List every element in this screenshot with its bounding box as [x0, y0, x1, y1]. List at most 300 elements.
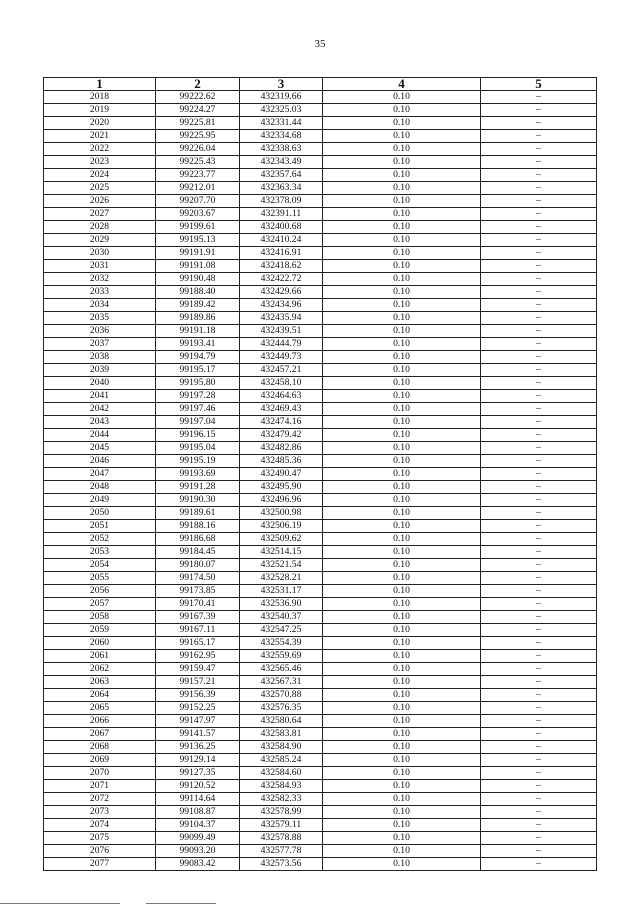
- x-coordinate-cell: 99188.16: [156, 520, 240, 533]
- accuracy-cell: 0.10: [323, 416, 481, 429]
- point-number-cell: 2046: [44, 455, 156, 468]
- note-cell: –: [481, 546, 597, 559]
- point-number-cell: 2034: [44, 299, 156, 312]
- accuracy-cell: 0.10: [323, 715, 481, 728]
- point-number-cell: 2067: [44, 728, 156, 741]
- accuracy-cell: 0.10: [323, 845, 481, 858]
- accuracy-cell: 0.10: [323, 130, 481, 143]
- x-coordinate-cell: 99173.85: [156, 585, 240, 598]
- note-cell: –: [481, 741, 597, 754]
- note-cell: –: [481, 598, 597, 611]
- y-coordinate-cell: 432506.19: [240, 520, 323, 533]
- note-cell: –: [481, 793, 597, 806]
- y-coordinate-cell: 432567.31: [240, 676, 323, 689]
- table-row: [44, 598, 597, 611]
- accuracy-cell: 0.10: [323, 117, 481, 130]
- y-coordinate-cell: 432357.64: [240, 169, 323, 182]
- y-coordinate-cell: 432576.35: [240, 702, 323, 715]
- point-number-cell: 2036: [44, 325, 156, 338]
- x-coordinate-cell: 99197.46: [156, 403, 240, 416]
- y-coordinate-cell: 432496.96: [240, 494, 323, 507]
- note-cell: –: [481, 416, 597, 429]
- point-number-cell: 2049: [44, 494, 156, 507]
- x-coordinate-cell: 99174.50: [156, 572, 240, 585]
- x-coordinate-cell: 99104.37: [156, 819, 240, 832]
- note-cell: –: [481, 403, 597, 416]
- table-row: [44, 637, 597, 650]
- table-row: [44, 351, 597, 364]
- table-row: [44, 715, 597, 728]
- note-cell: –: [481, 130, 597, 143]
- accuracy-cell: 0.10: [323, 793, 481, 806]
- accuracy-cell: 0.10: [323, 299, 481, 312]
- accuracy-cell: 0.10: [323, 351, 481, 364]
- x-coordinate-cell: 99180.07: [156, 559, 240, 572]
- table-row: [44, 325, 597, 338]
- x-coordinate-cell: 99186.68: [156, 533, 240, 546]
- x-coordinate-cell: 99170.41: [156, 598, 240, 611]
- table-row: [44, 455, 597, 468]
- table-row: [44, 806, 597, 819]
- x-coordinate-cell: 99114.64: [156, 793, 240, 806]
- table-row: [44, 754, 597, 767]
- table-row: [44, 689, 597, 702]
- x-coordinate-cell: 99129.14: [156, 754, 240, 767]
- note-cell: –: [481, 481, 597, 494]
- table-row: [44, 91, 597, 104]
- point-number-cell: 2068: [44, 741, 156, 754]
- y-coordinate-cell: 432540.37: [240, 611, 323, 624]
- note-cell: –: [481, 533, 597, 546]
- point-number-cell: 2071: [44, 780, 156, 793]
- x-coordinate-cell: 99191.91: [156, 247, 240, 260]
- table-row: [44, 234, 597, 247]
- table-header: [44, 78, 597, 91]
- accuracy-cell: 0.10: [323, 819, 481, 832]
- column-header: 1: [44, 78, 156, 91]
- table-row: [44, 624, 597, 637]
- note-cell: –: [481, 650, 597, 663]
- accuracy-cell: 0.10: [323, 637, 481, 650]
- accuracy-cell: 0.10: [323, 143, 481, 156]
- x-coordinate-cell: 99167.39: [156, 611, 240, 624]
- point-number-cell: 2053: [44, 546, 156, 559]
- note-cell: –: [481, 312, 597, 325]
- accuracy-cell: 0.10: [323, 182, 481, 195]
- x-coordinate-cell: 99188.40: [156, 286, 240, 299]
- y-coordinate-cell: 432509.62: [240, 533, 323, 546]
- y-coordinate-cell: 432536.90: [240, 598, 323, 611]
- x-coordinate-cell: 99207.70: [156, 195, 240, 208]
- point-number-cell: 2059: [44, 624, 156, 637]
- column-header: 5: [481, 78, 597, 91]
- x-coordinate-cell: 99225.81: [156, 117, 240, 130]
- note-cell: –: [481, 520, 597, 533]
- table-row: [44, 221, 597, 234]
- table-row: [44, 520, 597, 533]
- accuracy-cell: 0.10: [323, 455, 481, 468]
- y-coordinate-cell: 432531.17: [240, 585, 323, 598]
- note-cell: –: [481, 260, 597, 273]
- table-row: [44, 130, 597, 143]
- y-coordinate-cell: 432485.36: [240, 455, 323, 468]
- table-row: [44, 299, 597, 312]
- y-coordinate-cell: 432363.34: [240, 182, 323, 195]
- table-row: [44, 403, 597, 416]
- x-coordinate-cell: 99225.43: [156, 156, 240, 169]
- accuracy-cell: 0.10: [323, 676, 481, 689]
- y-coordinate-cell: 432578.88: [240, 832, 323, 845]
- note-cell: –: [481, 455, 597, 468]
- y-coordinate-cell: 432490.47: [240, 468, 323, 481]
- point-number-cell: 2070: [44, 767, 156, 780]
- point-number-cell: 2055: [44, 572, 156, 585]
- x-coordinate-cell: 99224.27: [156, 104, 240, 117]
- y-coordinate-cell: 432458.10: [240, 377, 323, 390]
- y-coordinate-cell: 432565.46: [240, 663, 323, 676]
- y-coordinate-cell: 432449.73: [240, 351, 323, 364]
- accuracy-cell: 0.10: [323, 429, 481, 442]
- y-coordinate-cell: 432521.54: [240, 559, 323, 572]
- accuracy-cell: 0.10: [323, 234, 481, 247]
- y-coordinate-cell: 432528.21: [240, 572, 323, 585]
- accuracy-cell: 0.10: [323, 442, 481, 455]
- x-coordinate-cell: 99225.95: [156, 130, 240, 143]
- table-row: [44, 663, 597, 676]
- y-coordinate-cell: 432325.03: [240, 104, 323, 117]
- table-row: [44, 286, 597, 299]
- table-row: [44, 208, 597, 221]
- note-cell: –: [481, 91, 597, 104]
- point-number-cell: 2044: [44, 429, 156, 442]
- point-number-cell: 2073: [44, 806, 156, 819]
- y-coordinate-cell: 432331.44: [240, 117, 323, 130]
- table-row: [44, 195, 597, 208]
- table-row: [44, 429, 597, 442]
- table-row: [44, 169, 597, 182]
- y-coordinate-cell: 432457.21: [240, 364, 323, 377]
- x-coordinate-cell: 99193.41: [156, 338, 240, 351]
- point-number-cell: 2040: [44, 377, 156, 390]
- x-coordinate-cell: 99191.18: [156, 325, 240, 338]
- accuracy-cell: 0.10: [323, 208, 481, 221]
- table-row: [44, 442, 597, 455]
- note-cell: –: [481, 468, 597, 481]
- point-number-cell: 2023: [44, 156, 156, 169]
- note-cell: –: [481, 299, 597, 312]
- accuracy-cell: 0.10: [323, 507, 481, 520]
- y-coordinate-cell: 432570.88: [240, 689, 323, 702]
- y-coordinate-cell: 432439.51: [240, 325, 323, 338]
- accuracy-cell: 0.10: [323, 559, 481, 572]
- table-row: [44, 338, 597, 351]
- y-coordinate-cell: 432391.11: [240, 208, 323, 221]
- y-coordinate-cell: 432580.64: [240, 715, 323, 728]
- note-cell: –: [481, 247, 597, 260]
- point-number-cell: 2069: [44, 754, 156, 767]
- y-coordinate-cell: 432418.62: [240, 260, 323, 273]
- x-coordinate-cell: 99165.17: [156, 637, 240, 650]
- point-number-cell: 2033: [44, 286, 156, 299]
- accuracy-cell: 0.10: [323, 364, 481, 377]
- point-number-cell: 2024: [44, 169, 156, 182]
- note-cell: –: [481, 325, 597, 338]
- point-number-cell: 2031: [44, 260, 156, 273]
- accuracy-cell: 0.10: [323, 104, 481, 117]
- y-coordinate-cell: 432584.90: [240, 741, 323, 754]
- point-number-cell: 2074: [44, 819, 156, 832]
- table-row: [44, 793, 597, 806]
- point-number-cell: 2045: [44, 442, 156, 455]
- note-cell: –: [481, 676, 597, 689]
- x-coordinate-cell: 99127.35: [156, 767, 240, 780]
- table-row: [44, 676, 597, 689]
- note-cell: –: [481, 208, 597, 221]
- x-coordinate-cell: 99093.20: [156, 845, 240, 858]
- note-cell: –: [481, 780, 597, 793]
- note-cell: –: [481, 832, 597, 845]
- y-coordinate-cell: 432495.90: [240, 481, 323, 494]
- table-row: [44, 377, 597, 390]
- x-coordinate-cell: 99193.69: [156, 468, 240, 481]
- note-cell: –: [481, 104, 597, 117]
- point-number-cell: 2042: [44, 403, 156, 416]
- x-coordinate-cell: 99152.25: [156, 702, 240, 715]
- table-row: [44, 364, 597, 377]
- point-number-cell: 2041: [44, 390, 156, 403]
- note-cell: –: [481, 858, 597, 871]
- note-cell: –: [481, 637, 597, 650]
- note-cell: –: [481, 364, 597, 377]
- x-coordinate-cell: 99157.21: [156, 676, 240, 689]
- y-coordinate-cell: 432474.16: [240, 416, 323, 429]
- point-number-cell: 2077: [44, 858, 156, 871]
- x-coordinate-cell: 99212.01: [156, 182, 240, 195]
- note-cell: –: [481, 754, 597, 767]
- table-row: [44, 312, 597, 325]
- table-row: [44, 559, 597, 572]
- x-coordinate-cell: 99108.87: [156, 806, 240, 819]
- note-cell: –: [481, 117, 597, 130]
- y-coordinate-cell: 432582.33: [240, 793, 323, 806]
- point-number-cell: 2019: [44, 104, 156, 117]
- accuracy-cell: 0.10: [323, 832, 481, 845]
- point-number-cell: 2058: [44, 611, 156, 624]
- table-row: [44, 702, 597, 715]
- accuracy-cell: 0.10: [323, 273, 481, 286]
- accuracy-cell: 0.10: [323, 611, 481, 624]
- note-cell: –: [481, 429, 597, 442]
- accuracy-cell: 0.10: [323, 858, 481, 871]
- table-row: [44, 728, 597, 741]
- accuracy-cell: 0.10: [323, 650, 481, 663]
- accuracy-cell: 0.10: [323, 598, 481, 611]
- x-coordinate-cell: 99159.47: [156, 663, 240, 676]
- point-number-cell: 2021: [44, 130, 156, 143]
- accuracy-cell: 0.10: [323, 247, 481, 260]
- accuracy-cell: 0.10: [323, 325, 481, 338]
- table-row: [44, 468, 597, 481]
- y-coordinate-cell: 432514.15: [240, 546, 323, 559]
- note-cell: –: [481, 715, 597, 728]
- table-row: [44, 611, 597, 624]
- accuracy-cell: 0.10: [323, 260, 481, 273]
- accuracy-cell: 0.10: [323, 780, 481, 793]
- y-coordinate-cell: 432584.93: [240, 780, 323, 793]
- x-coordinate-cell: 99189.61: [156, 507, 240, 520]
- note-cell: –: [481, 624, 597, 637]
- x-coordinate-cell: 99189.42: [156, 299, 240, 312]
- table-row: [44, 741, 597, 754]
- x-coordinate-cell: 99147.97: [156, 715, 240, 728]
- y-coordinate-cell: 432444.79: [240, 338, 323, 351]
- x-coordinate-cell: 99120.52: [156, 780, 240, 793]
- x-coordinate-cell: 99136.25: [156, 741, 240, 754]
- y-coordinate-cell: 432464.63: [240, 390, 323, 403]
- point-number-cell: 2051: [44, 520, 156, 533]
- accuracy-cell: 0.10: [323, 481, 481, 494]
- x-coordinate-cell: 99195.13: [156, 234, 240, 247]
- point-number-cell: 2061: [44, 650, 156, 663]
- accuracy-cell: 0.10: [323, 520, 481, 533]
- table-row: [44, 494, 597, 507]
- note-cell: –: [481, 702, 597, 715]
- accuracy-cell: 0.10: [323, 741, 481, 754]
- note-cell: –: [481, 507, 597, 520]
- point-number-cell: 2039: [44, 364, 156, 377]
- y-coordinate-cell: 432378.09: [240, 195, 323, 208]
- note-cell: –: [481, 572, 597, 585]
- table-row: [44, 832, 597, 845]
- y-coordinate-cell: 432482.86: [240, 442, 323, 455]
- y-coordinate-cell: 432435.94: [240, 312, 323, 325]
- y-coordinate-cell: 432585.24: [240, 754, 323, 767]
- point-number-cell: 2052: [44, 533, 156, 546]
- note-cell: –: [481, 845, 597, 858]
- point-number-cell: 2076: [44, 845, 156, 858]
- x-coordinate-cell: 99226.04: [156, 143, 240, 156]
- point-number-cell: 2027: [44, 208, 156, 221]
- y-coordinate-cell: 432469.43: [240, 403, 323, 416]
- y-coordinate-cell: 432422.72: [240, 273, 323, 286]
- table-row: [44, 819, 597, 832]
- accuracy-cell: 0.10: [323, 195, 481, 208]
- x-coordinate-cell: 99191.28: [156, 481, 240, 494]
- x-coordinate-cell: 99195.17: [156, 364, 240, 377]
- accuracy-cell: 0.10: [323, 377, 481, 390]
- table-row: [44, 650, 597, 663]
- note-cell: –: [481, 182, 597, 195]
- x-coordinate-cell: 99195.04: [156, 442, 240, 455]
- point-number-cell: 2018: [44, 91, 156, 104]
- point-number-cell: 2026: [44, 195, 156, 208]
- table-row: [44, 156, 597, 169]
- point-number-cell: 2072: [44, 793, 156, 806]
- accuracy-cell: 0.10: [323, 767, 481, 780]
- x-coordinate-cell: 99099.49: [156, 832, 240, 845]
- point-number-cell: 2057: [44, 598, 156, 611]
- accuracy-cell: 0.10: [323, 221, 481, 234]
- note-cell: –: [481, 559, 597, 572]
- table-body: [44, 91, 597, 871]
- note-cell: –: [481, 390, 597, 403]
- point-number-cell: 2064: [44, 689, 156, 702]
- note-cell: –: [481, 234, 597, 247]
- y-coordinate-cell: 432578.99: [240, 806, 323, 819]
- y-coordinate-cell: 432410.24: [240, 234, 323, 247]
- y-coordinate-cell: 432559.69: [240, 650, 323, 663]
- point-number-cell: 2050: [44, 507, 156, 520]
- note-cell: –: [481, 221, 597, 234]
- x-coordinate-cell: 99190.48: [156, 273, 240, 286]
- point-number-cell: 2056: [44, 585, 156, 598]
- x-coordinate-cell: 99197.28: [156, 390, 240, 403]
- point-number-cell: 2028: [44, 221, 156, 234]
- x-coordinate-cell: 99222.62: [156, 91, 240, 104]
- point-number-cell: 2020: [44, 117, 156, 130]
- x-coordinate-cell: 99196.15: [156, 429, 240, 442]
- table-row: [44, 390, 597, 403]
- point-number-cell: 2038: [44, 351, 156, 364]
- column-header: 3: [240, 78, 323, 91]
- note-cell: –: [481, 494, 597, 507]
- x-coordinate-cell: 99141.57: [156, 728, 240, 741]
- note-cell: –: [481, 728, 597, 741]
- y-coordinate-cell: 432547.25: [240, 624, 323, 637]
- note-cell: –: [481, 819, 597, 832]
- x-coordinate-cell: 99199.61: [156, 221, 240, 234]
- accuracy-cell: 0.10: [323, 663, 481, 676]
- point-number-cell: 2048: [44, 481, 156, 494]
- y-coordinate-cell: 432573.56: [240, 858, 323, 871]
- note-cell: –: [481, 338, 597, 351]
- y-coordinate-cell: 432319.66: [240, 91, 323, 104]
- page-number: 35: [314, 38, 326, 50]
- y-coordinate-cell: 432584.60: [240, 767, 323, 780]
- y-coordinate-cell: 432500.98: [240, 507, 323, 520]
- x-coordinate-cell: 99167.11: [156, 624, 240, 637]
- note-cell: –: [481, 286, 597, 299]
- y-coordinate-cell: 432416.91: [240, 247, 323, 260]
- table-row: [44, 767, 597, 780]
- point-number-cell: 2063: [44, 676, 156, 689]
- y-coordinate-cell: 432479.42: [240, 429, 323, 442]
- table-row: [44, 182, 597, 195]
- note-cell: –: [481, 156, 597, 169]
- x-coordinate-cell: 99184.45: [156, 546, 240, 559]
- accuracy-cell: 0.10: [323, 403, 481, 416]
- y-coordinate-cell: 432429.66: [240, 286, 323, 299]
- y-coordinate-cell: 432554.39: [240, 637, 323, 650]
- note-cell: –: [481, 689, 597, 702]
- table-row: [44, 104, 597, 117]
- accuracy-cell: 0.10: [323, 624, 481, 637]
- table-row: [44, 858, 597, 871]
- accuracy-cell: 0.10: [323, 494, 481, 507]
- y-coordinate-cell: 432434.96: [240, 299, 323, 312]
- table-row: [44, 507, 597, 520]
- x-coordinate-cell: 99203.67: [156, 208, 240, 221]
- accuracy-cell: 0.10: [323, 338, 481, 351]
- accuracy-cell: 0.10: [323, 91, 481, 104]
- table-row: [44, 143, 597, 156]
- point-number-cell: 2047: [44, 468, 156, 481]
- x-coordinate-cell: 99195.19: [156, 455, 240, 468]
- x-coordinate-cell: 99190.30: [156, 494, 240, 507]
- point-number-cell: 2037: [44, 338, 156, 351]
- column-header: 2: [156, 78, 240, 91]
- point-number-cell: 2075: [44, 832, 156, 845]
